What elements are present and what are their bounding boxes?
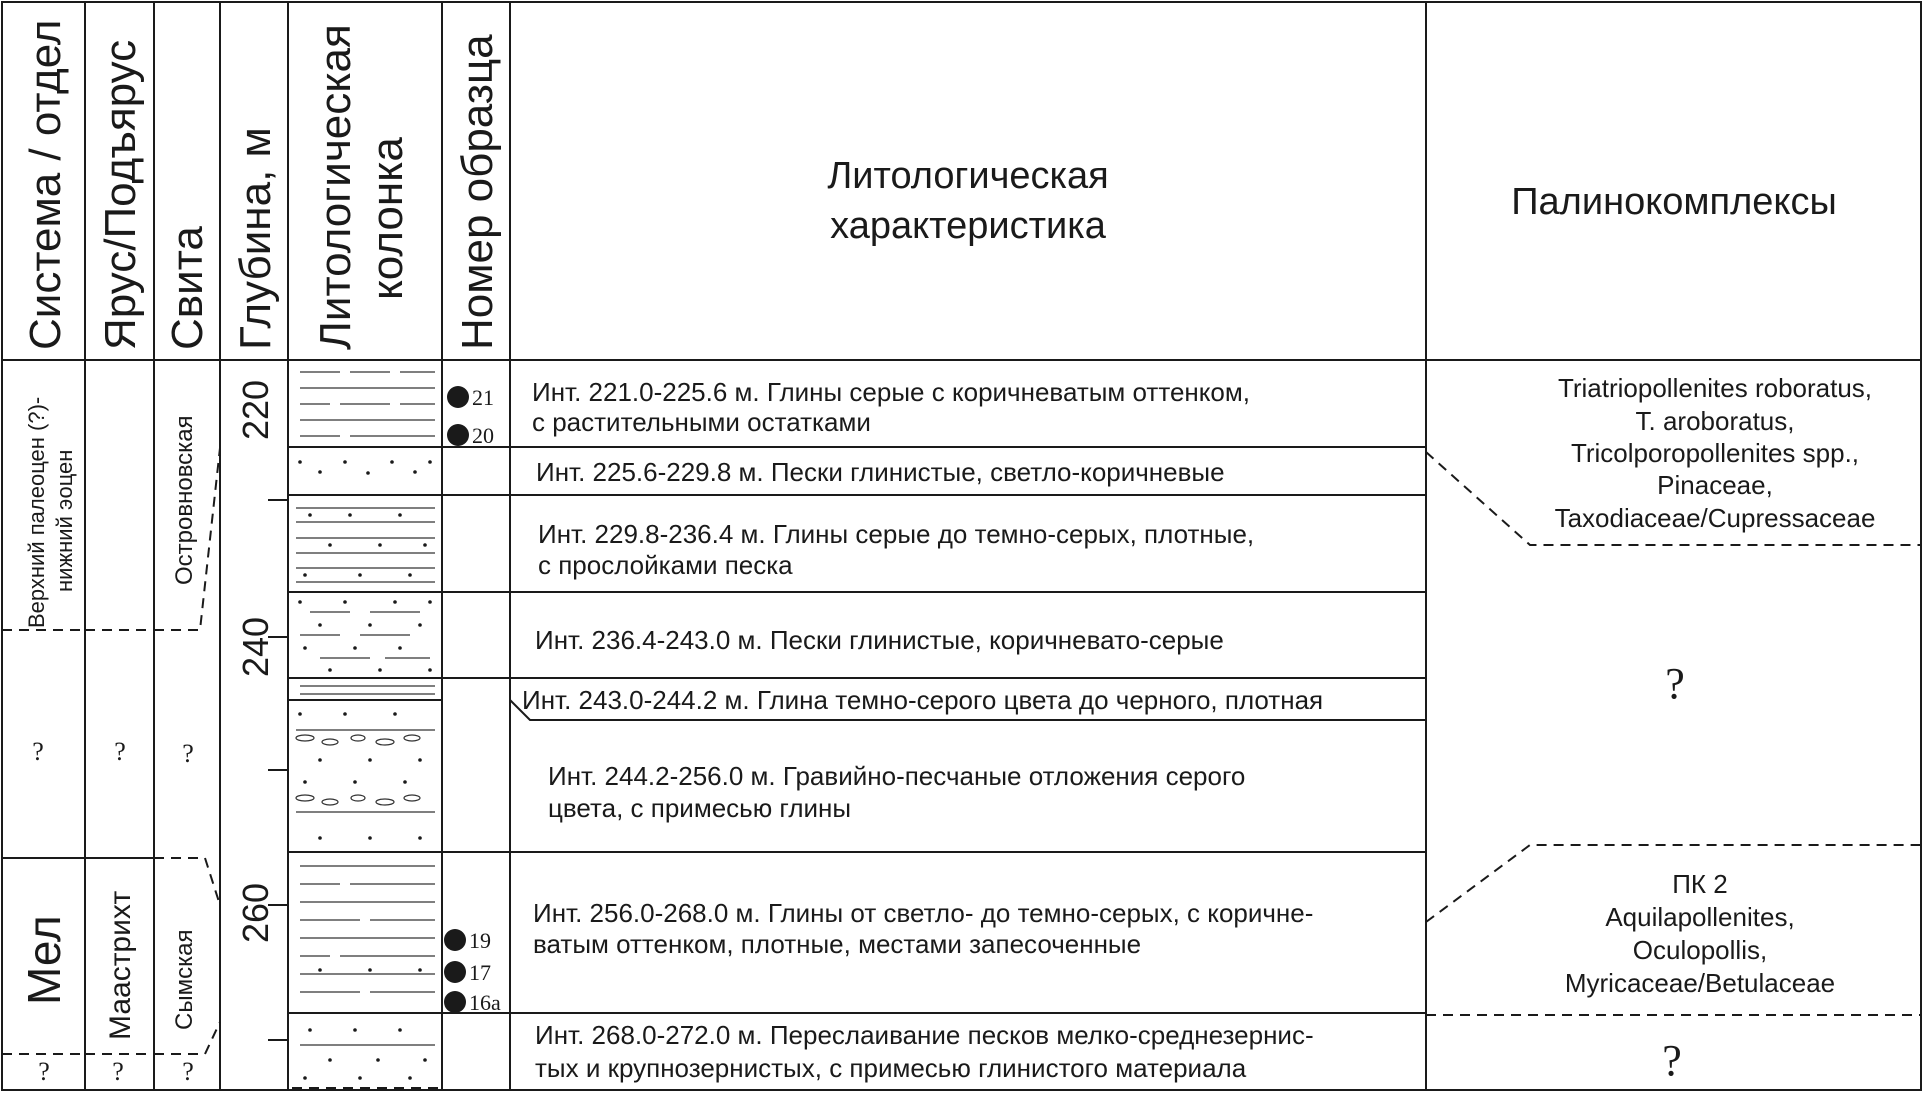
stage-column (85, 630, 154, 1086)
pattern-clay-2 (300, 866, 435, 992)
palyno-pk2-title: ПК 2 (1672, 869, 1728, 899)
interval-3-line1: Инт. 229.8-236.4 м. Глины серые до темно-серых, плотные, (538, 519, 1255, 549)
sample-dot-19 (444, 929, 466, 951)
sample-markers (444, 385, 501, 1015)
system-question: ? (32, 737, 44, 766)
interval-1-line1: Инт. 221.0-225.6 м. Глины серые с коричневатым оттенком, (532, 377, 1250, 407)
interval-descriptions (522, 377, 1323, 1083)
pattern-gravel (296, 712, 435, 840)
column-headers (21, 20, 1837, 350)
header-stage: Ярус/Подъярус (96, 39, 145, 350)
palyno-upper-line3: Tricolporopollenites spp., (1570, 438, 1860, 468)
sample-dot-21 (447, 386, 469, 408)
header-lith-column-line1: Литологическая (311, 24, 360, 350)
suite-bottom-question: ? (182, 1057, 194, 1086)
palyno-column (1426, 373, 1921, 1085)
interval-4-line1: Инт. 236.4-243.0 м. Пески глинистые, коричневато-серые (535, 625, 1224, 655)
sample-label-19: 19 (469, 928, 491, 953)
system-column (2, 397, 85, 1086)
sample-label-20: 20 (472, 423, 494, 448)
header-lith-column-line2: колонка (363, 137, 412, 300)
interval-1-line2: с растительными остатками (532, 407, 871, 437)
interval-8-line2: тых и крупнозернистых, с примесью глинистого материала (535, 1053, 1247, 1083)
pattern-sand-1 (298, 460, 432, 475)
system-bottom-question: ? (38, 1057, 50, 1086)
stage-question: ? (114, 737, 126, 766)
pattern-sand-clay-dots (298, 600, 432, 672)
header-suite: Свита (163, 226, 212, 350)
sample-label-16a: 16a (469, 990, 501, 1015)
palyno-pk2-line4: Myricaceae/Betulaceae (1564, 968, 1836, 998)
sample-label-17: 17 (469, 960, 491, 985)
pattern-clay-2-dots (318, 968, 422, 972)
palyno-pk2-line2: Aquilapollenites, (1605, 902, 1795, 932)
interval-7-line2: ватым оттенком, плотные, местами запесоченные (533, 929, 1142, 959)
header-lith-char-line2: характеристика (830, 205, 1106, 247)
interval-6-line1: Инт. 244.2-256.0 м. Гравийно-песчаные отложения серого (548, 761, 1246, 791)
interval-2-line1: Инт. 225.6-229.8 м. Пески глинистые, светло-коричневые (536, 457, 1225, 487)
depth-label-240: 240 (235, 616, 276, 677)
header-palyno: Палинокомплексы (1511, 181, 1837, 223)
system-lower-mel: Мел (18, 915, 70, 1005)
palyno-upper-line4: Pinaceae, (1657, 470, 1773, 500)
sample-dot-20 (447, 424, 469, 446)
pattern-interbedded (292, 1028, 440, 1088)
pattern-sand-clay (300, 612, 430, 658)
depth-column (235, 360, 288, 1040)
header-sample: Номер образца (453, 34, 502, 350)
palyno-bottom-question: ? (1662, 1036, 1682, 1085)
system-upper-line1: Верхний палеоцен (?)- (24, 396, 49, 628)
suite-ostrovnovskaya: Островновская (171, 415, 198, 585)
depth-label-260: 260 (235, 882, 276, 943)
depth-label-220: 220 (235, 379, 276, 440)
pattern-clay-1 (300, 372, 435, 436)
suite-column (154, 415, 220, 1086)
interval-3-line2: с прослойками песка (538, 550, 793, 580)
interval-8-line1: Инт. 268.0-272.0 м. Переслаивание песков мелко-среднезернис- (535, 1020, 1314, 1050)
suite-symskaya: Сымская (171, 929, 198, 1030)
header-depth: Глубина, м (231, 127, 280, 350)
stage-bottom-question: ? (112, 1057, 124, 1086)
suite-question: ? (182, 739, 194, 768)
sample-dot-17 (444, 961, 466, 983)
pattern-clay-sand-dots (303, 513, 427, 577)
palyno-upper-line1: Triatriopollenites roboratus, (1557, 373, 1873, 403)
stage-maastricht: Маастрихт (104, 890, 137, 1040)
pattern-clay-thin (300, 686, 435, 694)
sample-label-21: 21 (472, 385, 494, 410)
sample-dot-16a (444, 991, 466, 1013)
interval-7-line1: Инт. 256.0-268.0 м. Глины от светло- до темно-серых, с коричне- (533, 898, 1314, 928)
system-upper-line2: нижний эоцен (52, 449, 77, 592)
palyno-upper-line5: Taxodiaceae/Cupressaceae (1554, 503, 1876, 533)
palyno-pk2-line3: Oculopollis, (1632, 935, 1768, 965)
interval-6-line2: цвета, с примесью глины (548, 793, 852, 823)
palyno-middle-question: ? (1665, 659, 1685, 708)
palyno-upper-line2: T. aroboratus, (1635, 406, 1795, 436)
header-system: Система / отдел (21, 19, 70, 350)
interval-5-line1: Инт. 243.0-244.2 м. Глина темно-серого цвета до черного, плотная (522, 685, 1324, 715)
header-lith-char-line1: Литологическая (827, 155, 1109, 197)
pattern-clay-sand (296, 508, 435, 582)
